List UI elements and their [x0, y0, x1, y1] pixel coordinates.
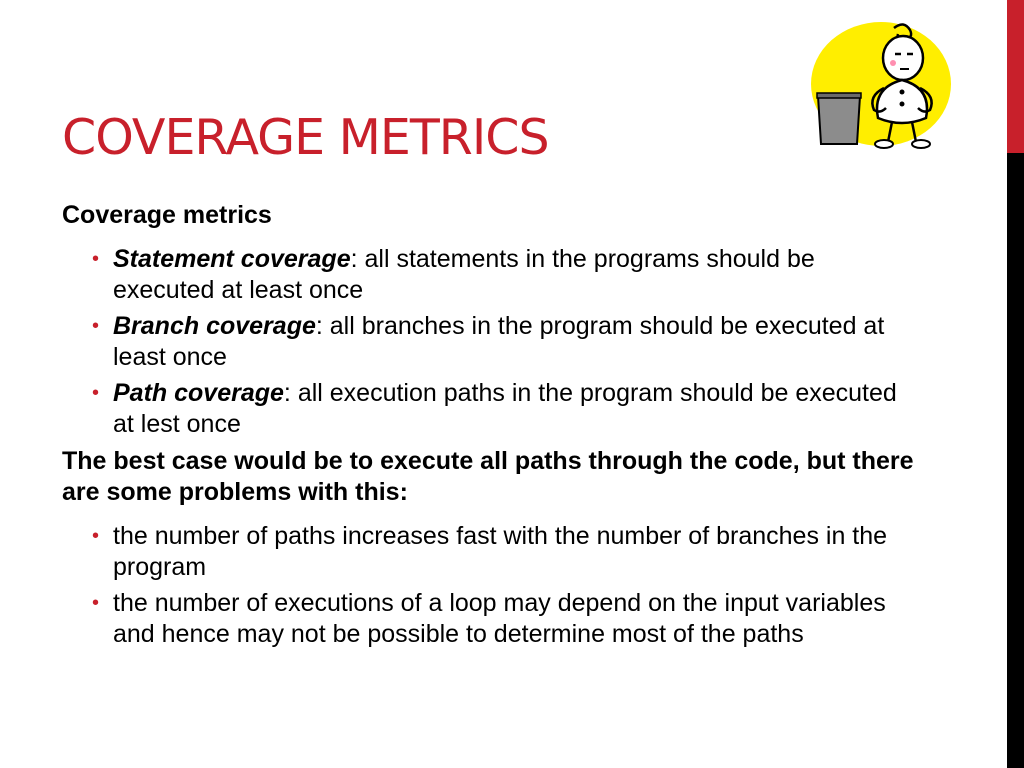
- metric-item-branch: [62, 311, 922, 373]
- bullet-icon: •: [92, 315, 100, 337]
- side-bar-black: [1007, 153, 1024, 768]
- problem-text: the number of executions of a loop may depend on the input variables and hence may not be possible to determine most of the paths: [113, 589, 886, 648]
- bullet-icon: •: [92, 382, 100, 404]
- side-bar-red: [1007, 0, 1024, 153]
- problem-text: the number of paths increases fast with the number of branches in the program: [113, 522, 888, 581]
- slide-title: COVERAGE METRICS: [62, 109, 549, 166]
- metric-item-statement: [62, 244, 922, 306]
- metric-description: : all branches in the program should be executed at least once: [113, 312, 885, 371]
- problem-item: [62, 588, 922, 650]
- problem-item: [62, 521, 922, 583]
- problems-list: [62, 521, 922, 650]
- section-heading: Coverage metrics: [62, 201, 272, 229]
- metric-description: : all execution paths in the program should be executed at lest once: [113, 379, 897, 438]
- slide-content: [62, 200, 922, 655]
- metric-item-path: [62, 378, 922, 440]
- bullet-icon: •: [92, 592, 100, 614]
- metric-term: Branch coverage: [113, 312, 316, 340]
- metrics-list: [62, 244, 922, 440]
- bullet-icon: •: [92, 248, 100, 270]
- metric-term: Statement coverage: [113, 245, 351, 273]
- cartoon-person-with-bin-icon: [808, 18, 956, 154]
- bullet-icon: •: [92, 525, 100, 547]
- metric-description: : all statements in the programs should be executed at least once: [113, 245, 815, 304]
- metric-term: Path coverage: [113, 379, 284, 407]
- summary-statement: The best case would be to execute all paths through the code, but there are some problems with this:: [62, 447, 914, 506]
